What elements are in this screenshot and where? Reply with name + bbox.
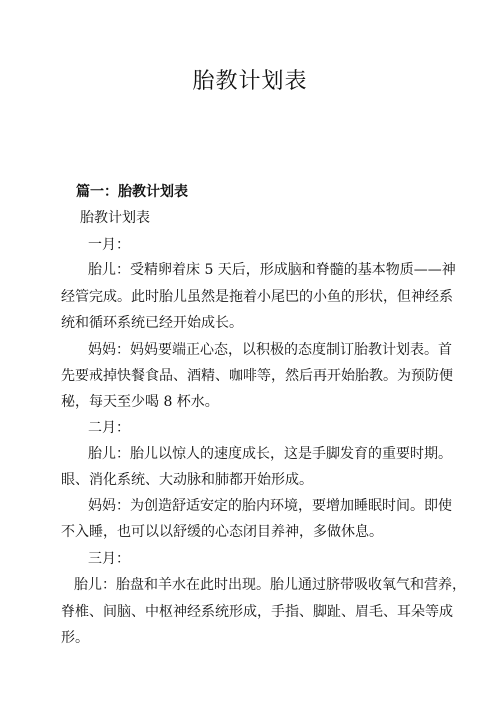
document-subtitle: 胎教计划表 <box>80 210 150 226</box>
month-2-heading: 二月： <box>88 420 130 436</box>
month-1-mom-line-1: 妈妈：妈妈要端正心态，以积极的态度制订胎教计划表。首 <box>88 342 452 358</box>
section-header: 篇一：胎教计划表 <box>76 184 188 200</box>
month-1-mom-line-2: 先要戒掉快餐食品、酒精、咖啡等，然后再开始胎教。为预防便 <box>61 368 453 384</box>
month-3-baby-line-3: 形。 <box>61 630 89 646</box>
month-1-baby-line-1: 胎儿：受精卵着床 5 天后，形成脑和脊髓的基本物质——神 <box>88 262 456 278</box>
month-1-baby-line-3: 统和循环系统已经开始成长。 <box>61 315 243 331</box>
month-3-baby-line-1: 胎儿：胎盘和羊水在此时出现。胎儿通过脐带吸收氧气和营养， <box>74 577 466 593</box>
month-1-mom-line-3: 秘，每天至少喝 8 杯水。 <box>61 394 219 410</box>
document-title: 胎教计划表 <box>192 69 308 94</box>
month-3-heading: 三月： <box>88 551 130 567</box>
month-2-mom-line-1: 妈妈：为创造舒适安定的胎内环境，要增加睡眠时间。即使 <box>88 498 452 514</box>
month-2-baby-line-1: 胎儿：胎儿以惊人的速度成长，这是手脚发育的重要时期。 <box>88 446 452 462</box>
month-2-baby-line-2: 眼、消化系统、大动脉和肺都开始形成。 <box>61 472 313 488</box>
month-3-baby-line-2: 脊椎、间脑、中枢神经系统形成，手指、脚趾、眉毛、耳朵等成 <box>61 604 453 620</box>
month-1-baby-line-2: 经管完成。此时胎儿虽然是拖着小尾巴的小鱼的形状，但神经系 <box>61 289 453 305</box>
month-1-heading: 一月： <box>88 237 130 253</box>
month-2-mom-line-2: 不入睡，也可以以舒缓的心态闭目养神，多做休息。 <box>61 524 383 540</box>
